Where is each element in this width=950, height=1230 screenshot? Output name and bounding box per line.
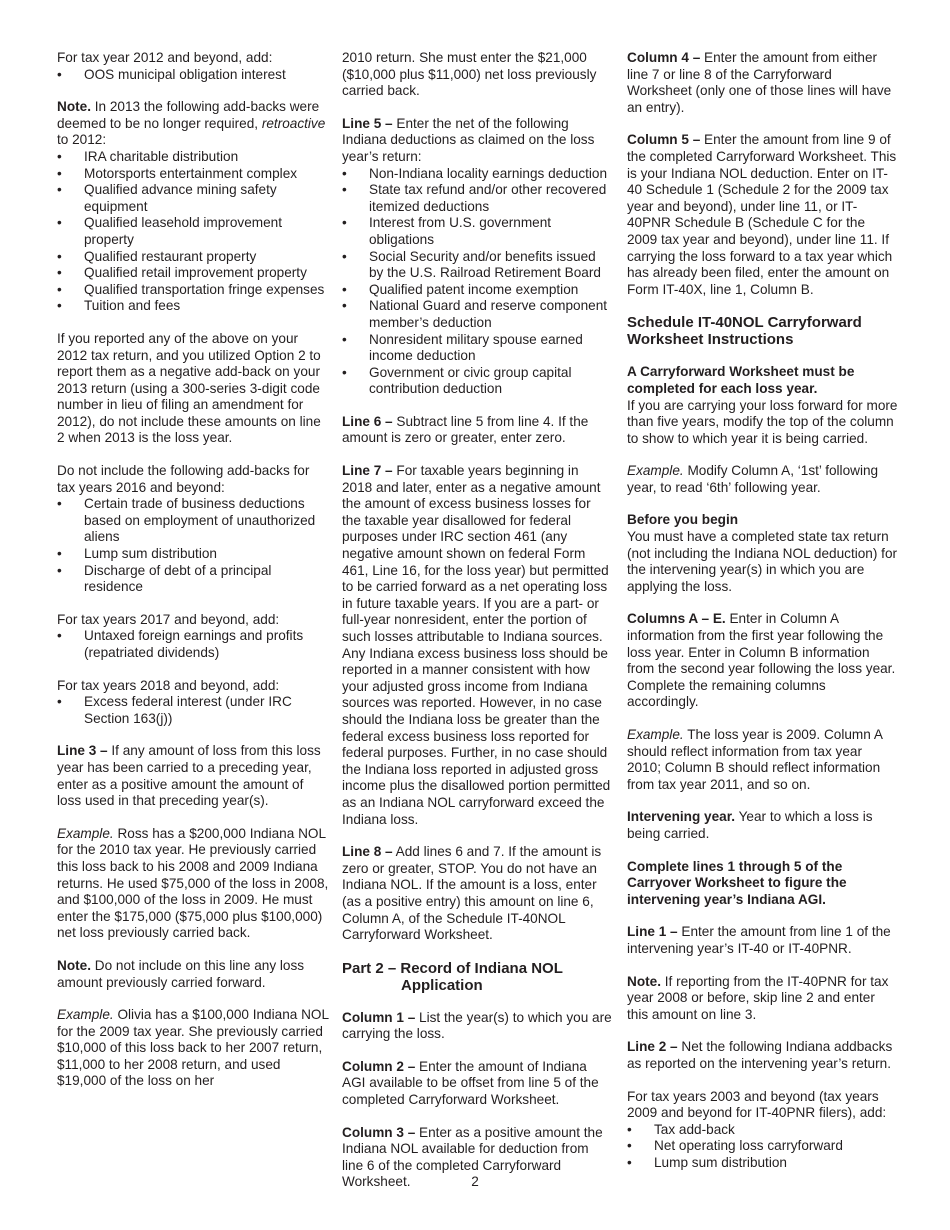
line-text: Add lines 6 and 7. If the amount is zero or greater, STOP. You do not have an Indiana NOL. If the amount is a loss, enter (as a positive entry) this amount on line 6, Column A, of the Schedule IT-40NOL Carryforward Worksheet. xyxy=(342,844,602,943)
column-2-paragraph xyxy=(342,1059,612,1109)
column-label: Column 5 – xyxy=(627,132,701,148)
line-label: Line 5 – xyxy=(342,115,393,131)
list-item: • Interest from U.S. government obligations xyxy=(342,215,612,248)
column-3 xyxy=(627,50,899,1187)
columns-label: Columns A – E. xyxy=(627,611,726,627)
example-text: Ross has a $200,000 Indiana NOL for the 2010 tax year. He previously carried this loss back to his 2008 and 2009 Indiana returns. He used $75,000 of the loss in 2008, and $100,000 of the loss in 2009. He must enter the $175,000 ($75,000 plus $100,000) net loss previously carried back. xyxy=(57,825,329,941)
heading-line-2: Application xyxy=(401,976,483,994)
line-8-paragraph xyxy=(342,844,612,944)
bullet-list xyxy=(57,149,329,315)
column-2 xyxy=(342,50,612,1207)
list-item: • State tax refund and/or other recovered itemized deductions xyxy=(342,182,612,215)
subheading: A Carryforward Worksheet must be completed for each loss year. xyxy=(627,364,855,396)
page-number: 2 xyxy=(471,1174,479,1189)
term-text: Year to which a loss is being carried. xyxy=(627,809,873,841)
list-item: • Untaxed foreign earnings and profits (repatriated dividends) xyxy=(57,628,329,661)
note-label: Note. xyxy=(57,99,91,115)
example-label: Example. xyxy=(627,463,684,479)
paragraph: For tax years 2017 and beyond, add: xyxy=(57,611,280,627)
note-text: Do not include on this line any loss amount previously carried forward. xyxy=(57,957,305,990)
paragraph: For tax years 2018 and beyond, add: xyxy=(57,677,280,693)
list-item: • Lump sum distribution xyxy=(627,1155,899,1172)
column-label: Column 2 – xyxy=(342,1058,416,1074)
heading-line-1: Part 2 – Record of Indiana NOL xyxy=(342,959,563,977)
line-label: Line 3 – xyxy=(57,743,108,759)
list-item: • Net operating loss carryforward xyxy=(627,1138,899,1155)
line-3-paragraph xyxy=(57,743,329,809)
column-label: Column 1 – xyxy=(342,1009,416,1025)
list-item: • Certain trade of business deductions based on employment of unauthorized aliens xyxy=(57,496,329,546)
line-text: Net the following Indiana addbacks as reported on the intervening year’s return. xyxy=(627,1039,893,1071)
line-2-paragraph xyxy=(627,1039,899,1072)
column-text: Enter the amount from either line 7 or line 8 of the Carryforward Worksheet (only one of those lines will have an entry). xyxy=(627,50,892,115)
example-label: Example. xyxy=(57,825,114,841)
example-paragraph xyxy=(627,463,899,496)
example-paragraph xyxy=(627,727,899,793)
column-1-paragraph xyxy=(342,1010,612,1043)
line-text: Enter the amount from line 1 of the intervening year’s IT-40 or IT-40PNR. xyxy=(627,924,891,956)
bullet-list xyxy=(57,694,329,727)
note-text: If reporting from the IT-40PNR for tax year 2008 or before, skip line 2 and enter this amount on line 3. xyxy=(627,973,889,1022)
note-paragraph xyxy=(57,99,329,149)
column-label: Column 4 – xyxy=(627,50,701,65)
column-text: Enter the amount from line 9 of the completed Carryforward Worksheet. This is your Indiana NOL deduction. Enter on IT-40 Schedule 1 (Schedule 2 for the 2009 tax year and beyond), under line 11, or IT-40PNR Schedule B (Schedule C for the 2009 tax year and beyond), under line 11. If carrying the loss forward to a tax year which has already been filed, enter the amount on Form IT-40X, line 1, Column B. xyxy=(627,132,897,297)
paragraph: For tax years 2003 and beyond (tax years 2009 and beyond for IT-40PNR filers), add: xyxy=(627,1088,887,1121)
line-label: Line 8 – xyxy=(342,844,393,860)
continuation-paragraph: 2010 return. She must enter the $21,000 ($10,000 plus $11,000) net loss previously carried back. xyxy=(342,50,597,99)
line-label: Line 1 – xyxy=(627,924,678,940)
column-1 xyxy=(57,50,329,1106)
line-6-paragraph xyxy=(342,414,612,447)
example-text: Modify Column A, ‘1st’ following year, to read ‘6th’ following year. xyxy=(627,463,879,495)
note-text: to 2012: xyxy=(57,132,107,148)
line-7-paragraph xyxy=(342,463,612,828)
line-text: If any amount of loss from this loss year has been carried to a preceding year, enter as a positive amount the amount of loss used in that preceding year(s). xyxy=(57,743,321,809)
subheading: Before you begin xyxy=(627,512,739,528)
list-item: • Nonresident military spouse earned income deduction xyxy=(342,332,612,365)
example-label: Example. xyxy=(57,1007,114,1023)
list-item: • Qualified retail improvement property xyxy=(57,265,329,282)
paragraph: If you are carrying your loss forward for more than five years, modify the top of the column to show to which year it is being carried. xyxy=(627,397,898,446)
note-italic: retroactive xyxy=(261,115,326,131)
list-item: • Tuition and fees xyxy=(57,298,329,315)
bullet-list xyxy=(627,1122,899,1172)
list-item: • Government or civic group capital contribution deduction xyxy=(342,365,612,398)
line-label: Line 6 – xyxy=(342,413,393,429)
bullet-list xyxy=(57,628,329,661)
list-item: • Lump sum distribution xyxy=(57,546,329,563)
list-item: • National Guard and reserve component member’s deduction xyxy=(342,298,612,331)
bullet-list xyxy=(57,496,329,596)
schedule-heading: Schedule IT-40NOL Carryforward Worksheet Instructions xyxy=(627,314,862,349)
line-text: For taxable years beginning in 2018 and later, enter as a negative amount the amount of excess business losses for the taxable year disallowed for federal purposes under IRC section 461 (any negative amount shown on federal Form 461, Line 16, for the loss year) but permitted to be carried forward as a net operating loss in future taxable years. If you are a part- or full-year nonresident, enter the portion of such losses attributable to Indiana sources. Any Indiana excess business loss should be reported in a manner consistent with how your adjusted gross income from Indiana sources was reported. However, in no case should the Indiana loss be greater than the federal excess business loss reported for federal purposes. Further, in no case should the Indiana loss reported in adjusted gross income plus the disallowed portion permitted as an Indiana NOL carryforward exceed the Indiana loss. xyxy=(342,463,611,827)
list-item: • Social Security and/or benefits issued by the U.S. Railroad Retirement Board xyxy=(342,249,612,282)
term-label: Intervening year. xyxy=(627,809,736,825)
intervening-year-paragraph xyxy=(627,809,899,842)
bullet-list xyxy=(342,166,612,398)
list-item: • OOS municipal obligation interest xyxy=(57,67,329,84)
columns-text: Enter in Column A information from the first year following the loss year. Enter in Column B information from the second year following the loss year. Complete the remaining columns accordingly. xyxy=(627,611,896,710)
line-text: Enter the net of the following Indiana deductions as claimed on the loss year’s return: xyxy=(342,115,595,164)
example-text: The loss year is 2009. Column A should reflect information from tax year 2010; Column B should reflect information from tax year 2011, and so on. xyxy=(627,727,883,792)
paragraph: You must have a completed state tax return (not including the Indiana NOL deduction) for the intervening year(s) in which you are applying the loss. xyxy=(627,529,898,594)
paragraph: Do not include the following add-backs for tax years 2016 and beyond: xyxy=(57,463,310,495)
bold-instruction xyxy=(627,859,899,909)
list-item: • Qualified transportation fringe expenses xyxy=(57,282,329,299)
example-text: Olivia has a $100,000 Indiana NOL for the 2009 tax year. She previously carried $10,000 of this loss back to her 2007 return, $11,000 to her 2008 return, and used $19,000 of the loss on her xyxy=(57,1007,329,1089)
columns-a-e-paragraph xyxy=(627,611,899,711)
column-5-paragraph xyxy=(627,132,899,298)
example-label: Example. xyxy=(627,727,684,742)
instruction-text: Complete lines 1 through 5 of the Carryover Worksheet to figure the intervening year’s Indiana AGI. xyxy=(627,858,847,907)
list-item: • Qualified advance mining safety equipment xyxy=(57,182,329,215)
list-item: • Qualified leasehold improvement property xyxy=(57,215,329,248)
list-item: • IRA charitable distribution xyxy=(57,149,329,166)
column-text: Enter the amount of Indiana AGI available to be offset from line 5 of the completed Carryforward Worksheet. xyxy=(342,1058,599,1108)
list-item: • Tax add-back xyxy=(627,1122,899,1139)
line-5-paragraph xyxy=(342,116,612,166)
note-paragraph xyxy=(57,958,329,991)
part-2-heading xyxy=(342,960,612,994)
bullet-list xyxy=(57,67,329,84)
note-text: In 2013 the following add-backs were deemed to be no longer required, xyxy=(57,99,320,131)
note-label: Note. xyxy=(627,973,661,989)
note-label: Note. xyxy=(57,957,91,973)
list-item: • Motorsports entertainment complex xyxy=(57,166,329,183)
note-paragraph xyxy=(627,974,899,1024)
example-paragraph xyxy=(57,1007,329,1090)
line-1-paragraph xyxy=(627,924,899,957)
column-4-paragraph xyxy=(627,50,899,116)
line-text: Subtract line 5 from line 4. If the amount is zero or greater, enter zero. xyxy=(342,413,589,446)
list-item: • Qualified patent income exemption xyxy=(342,282,612,299)
column-label: Column 3 – xyxy=(342,1124,416,1140)
line-label: Line 2 – xyxy=(627,1039,678,1055)
list-item: • Non-Indiana locality earnings deduction xyxy=(342,166,612,183)
paragraph: If you reported any of the above on your 2012 tax return, and you utilized Option 2 to report them as a negative add-back on your 2013 return (using a 300-series 3-digit code number in lieu of filing an amendment for 2012), do not include these amounts on line 2 when 2013 is the loss year. xyxy=(57,330,321,446)
list-item: • Discharge of debt of a principal residence xyxy=(57,563,329,596)
list-item: • Qualified restaurant property xyxy=(57,249,329,266)
example-paragraph xyxy=(57,826,329,942)
column-text: List the year(s) to which you are carrying the loss. xyxy=(342,1009,612,1042)
paragraph: For tax year 2012 and beyond, add: xyxy=(57,50,273,65)
column-text: Enter as a positive amount the Indiana NOL available for deduction from line 6 of the completed Carryforward Worksheet. xyxy=(342,1124,603,1190)
list-item: • Excess federal interest (under IRC Section 163(j)) xyxy=(57,694,329,727)
line-label: Line 7 – xyxy=(342,463,393,479)
